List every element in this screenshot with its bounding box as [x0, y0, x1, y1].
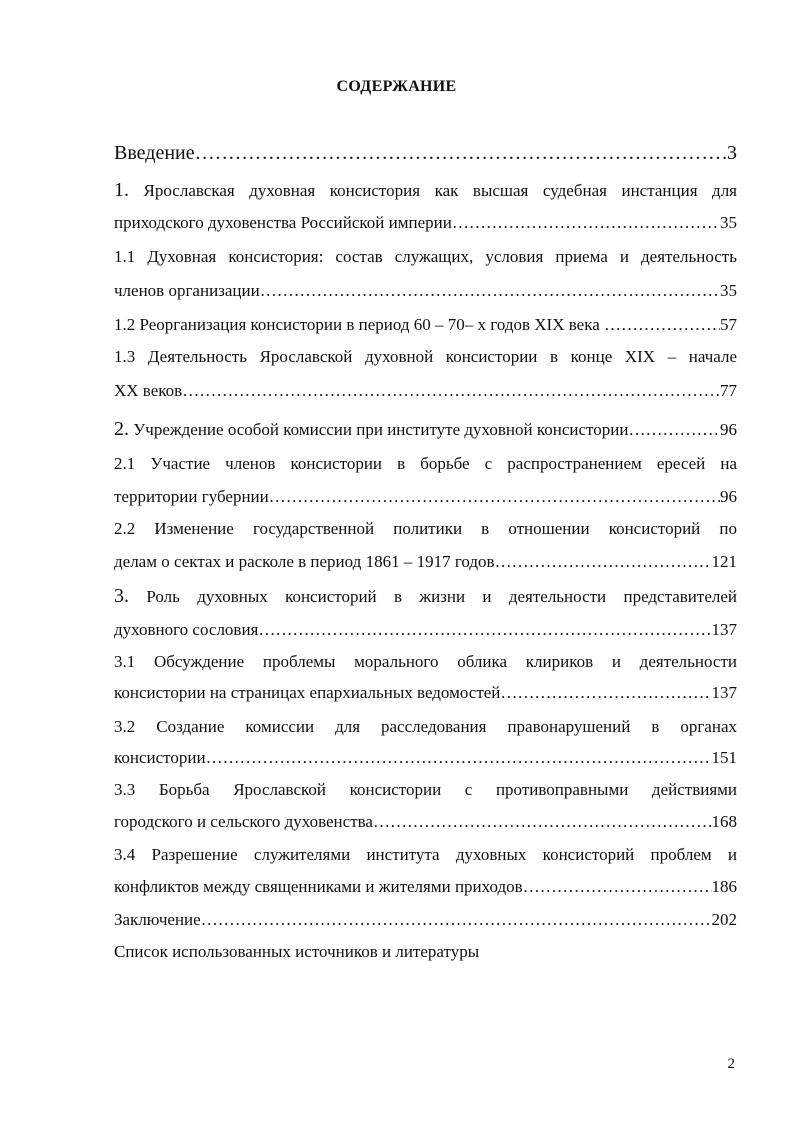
toc-entry-page: 35 [720, 281, 737, 300]
toc-entry-title-cont: конфликтов между священниками и жителями приходов [114, 877, 523, 896]
toc-section-number: 1. [114, 179, 129, 201]
toc-entry-title-cont: делам о сектах и расколе в период 1861 – 1917 годов [114, 552, 495, 571]
toc-entry-title-text: Учреждение особой комиссии при институте духовной консистории [133, 420, 629, 439]
toc-entry-s1-3-line2[interactable] [114, 376, 737, 406]
toc-entry-title-cont: территории губернии [114, 487, 269, 506]
toc-entry-s3-3-line1[interactable] [114, 775, 737, 805]
toc-entry-s2-2-line1[interactable] [114, 514, 737, 544]
toc-entry-page: 3 [727, 142, 737, 164]
toc-entry-s1-3-line1[interactable] [114, 342, 737, 372]
toc-entry-s1-1-line1[interactable] [114, 242, 737, 272]
toc-entry-title: 1.3 Деятельность Ярославской духовной консистории в конце XIX – начале [114, 347, 737, 366]
toc-leader-dots [269, 482, 720, 512]
toc-entry-title-cont: духовного сословия [114, 620, 259, 639]
toc-leader-dots [604, 310, 720, 340]
toc-entry-s3-line1[interactable] [114, 581, 737, 611]
toc-entry-title-cont: членов организации [114, 281, 260, 300]
toc-entry-conclusion[interactable] [114, 905, 737, 935]
toc-leader-dots [495, 547, 712, 577]
toc-entry-title: Роль духовных консисторий в жизни и деятельности представителей [146, 587, 737, 606]
page-title: СОДЕРЖАНИЕ [336, 78, 457, 95]
toc-entry-title: 1.2 Реорганизация консистории в период 60 – 70– х годов XIX века [114, 315, 604, 334]
page-number: 2 [727, 1056, 735, 1072]
toc-entry-intro[interactable] [114, 138, 737, 168]
toc-entry-title-cont: приходского духовенства Российской империи [114, 213, 452, 232]
toc-entry-page: 96 [720, 487, 737, 506]
toc-entry-title-cont: консистории [114, 748, 206, 767]
toc-entry-s2[interactable] [114, 414, 737, 444]
toc-entry-page: 186 [711, 877, 737, 896]
toc-leader-dots [452, 208, 720, 238]
toc-entry-title [114, 414, 628, 444]
toc-entry-title: 1.1 Духовная консистория: состав служащих, условия приема и деятельность [114, 247, 737, 266]
toc-entry-s2-1-line1[interactable] [114, 449, 737, 479]
toc-entry-title: Заключение [114, 910, 201, 929]
toc-leader-dots [523, 872, 712, 902]
toc-entry-page: 35 [720, 213, 737, 232]
toc-entry-title: 3.4 Разрешение служителями института духовных консисторий проблем и [114, 845, 737, 864]
toc-leader-dots [195, 138, 727, 168]
toc-entry-title: Введение [114, 142, 195, 164]
toc-entry-s3-2-line2[interactable] [114, 743, 737, 773]
toc-entry-s2-1-line2[interactable] [114, 482, 737, 512]
toc-leader-dots [500, 678, 711, 708]
toc-leader-dots [260, 276, 720, 306]
toc-entry-page: 202 [711, 910, 737, 929]
toc-entry-title: 3.1 Обсуждение проблемы морального облика клириков и деятельности [114, 652, 737, 671]
toc-entry-s1-line1[interactable] [114, 175, 737, 205]
toc-entry-s3-2-line1[interactable] [114, 712, 737, 742]
toc-entry-page: 96 [720, 420, 737, 439]
toc-entry-title-cont: XX веков [114, 381, 183, 400]
toc-entry-title: Ярославская духовная консистория как высшая судебная инстанция для [143, 181, 737, 200]
toc-entry-s3-line2[interactable] [114, 615, 737, 645]
toc-leader-dots [628, 415, 720, 444]
toc-entry-s3-4-line2[interactable] [114, 872, 737, 902]
toc-entry-s3-3-line2[interactable] [114, 807, 737, 837]
toc-entry-page: 121 [711, 552, 737, 571]
toc-section-number: 3. [114, 585, 129, 607]
toc-entry-page: 57 [720, 315, 737, 334]
toc-entry-title: 2.1 Участие членов консистории в борьбе с распространением ересей на [114, 454, 737, 473]
toc-entry-title: 2.2 Изменение государственной политики в отношении консисторий по [114, 519, 737, 538]
toc-entry-s1-line2[interactable] [114, 208, 737, 238]
toc-leader-dots [201, 905, 712, 935]
toc-entry-page: 168 [711, 812, 737, 831]
toc-section-number: 2. [114, 418, 129, 440]
toc-entry-s3-4-line1[interactable] [114, 840, 737, 870]
toc-entry-s3-1-line2[interactable] [114, 678, 737, 708]
toc-entry-title-cont: городского и сельского духовенства [114, 812, 373, 831]
toc-entry-sources[interactable] [114, 937, 737, 967]
toc-entry-title-cont: консистории на страницах епархиальных ведомостей [114, 683, 501, 702]
toc-entry-page: 137 [711, 620, 737, 639]
toc-leader-dots [258, 615, 711, 645]
toc-entry-page: 151 [711, 748, 737, 767]
toc-entry-s3-1-line1[interactable] [114, 647, 737, 677]
toc-entry-title: Список использованных источников и литературы [114, 942, 480, 961]
toc-entry-s2-2-line2[interactable] [114, 547, 737, 577]
toc-leader-dots [373, 807, 712, 837]
toc-leader-dots [182, 376, 720, 406]
toc-entry-page: 77 [720, 381, 737, 400]
toc-entry-page: 137 [711, 683, 737, 702]
toc-leader-dots [206, 743, 712, 773]
toc-entry-s1-2[interactable] [114, 310, 737, 340]
toc-entry-title: 3.2 Создание комиссии для расследования правонарушений в органах [114, 717, 737, 736]
toc-entry-title: 3.3 Борьба Ярославской консистории с противоправными действиями [114, 780, 737, 799]
toc-entry-s1-1-line2[interactable] [114, 276, 737, 306]
